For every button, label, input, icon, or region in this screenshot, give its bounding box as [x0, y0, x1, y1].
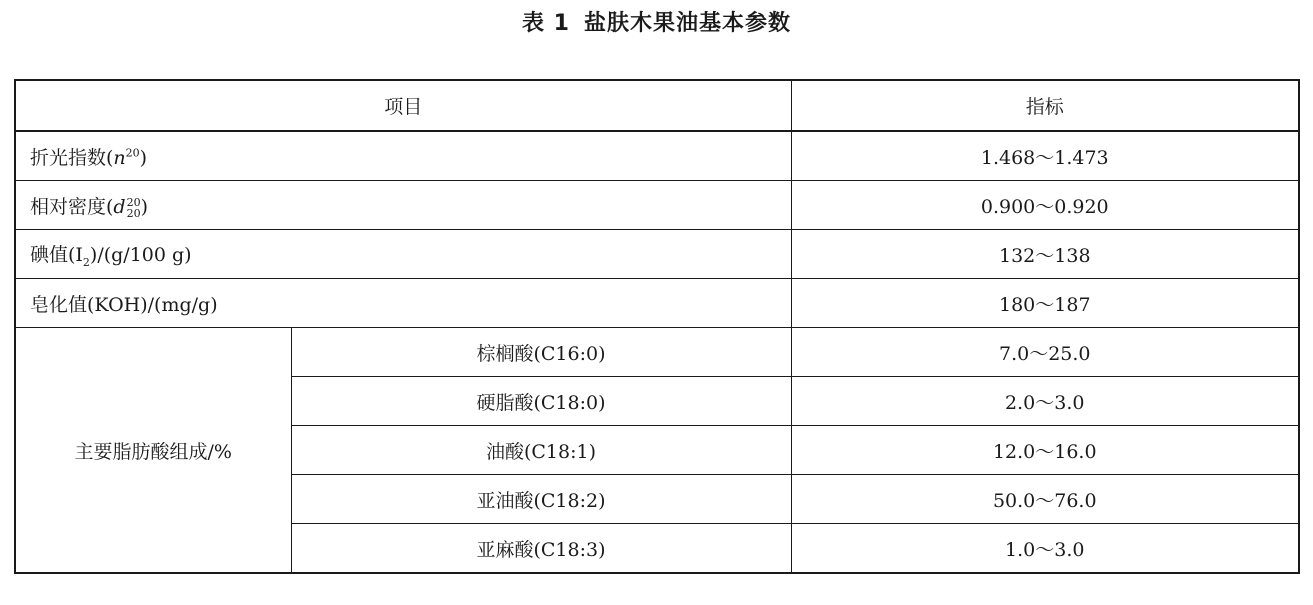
fatty-acid-value: 50.0～76.0: [791, 475, 1299, 524]
row-label-relative-density: 相对密度(d 20 20 ): [15, 181, 791, 230]
row-value-refractive-index: 1.468～1.473: [791, 131, 1299, 181]
table-row: [15, 279, 1299, 328]
fatty-acid-name: 亚麻酸(C18:3): [291, 524, 791, 574]
fatty-acid-value: 7.0～25.0: [791, 328, 1299, 377]
row-label-iodine-value: 碘值$(I_2)/(g/100$ g): [15, 230, 791, 279]
fatty-acid-value: 12.0～16.0: [791, 426, 1299, 475]
fatty-acid-value: 2.0～3.0: [791, 377, 1299, 426]
table-row: [15, 328, 1299, 377]
row-value-saponification-value: 180～187: [791, 279, 1299, 328]
table-caption: 盐肤木果油基本参数: [583, 11, 791, 36]
fatty-acid-group-label: 主要脂肪酸组成/%: [15, 328, 291, 574]
fatty-acid-name: 棕榈酸(C16:0): [291, 328, 791, 377]
header-value: 指标: [791, 80, 1299, 131]
table-title: [0, 4, 1313, 44]
table-number: 表 1: [522, 11, 570, 36]
table-row: [15, 181, 1299, 230]
fatty-acid-name: 油酸(C18:1): [291, 426, 791, 475]
row-value-relative-density: 0.900～0.920: [791, 181, 1299, 230]
fatty-acid-name: 硬脂酸(C18:0): [291, 377, 791, 426]
row-label-saponification-value: 皂化值(KOH)/(mg/g): [15, 279, 791, 328]
row-value-iodine-value: 132～138: [791, 230, 1299, 279]
fatty-acid-value: 1.0～3.0: [791, 524, 1299, 574]
table-row: [15, 131, 1299, 181]
header-row: [15, 80, 1299, 131]
row-label-refractive-index: 折光指数$(n^{20})$: [15, 131, 791, 181]
parameters-table: [14, 79, 1300, 574]
table-row: [15, 230, 1299, 279]
fatty-acid-name: 亚油酸(C18:2): [291, 475, 791, 524]
header-item: 项目: [15, 80, 791, 131]
